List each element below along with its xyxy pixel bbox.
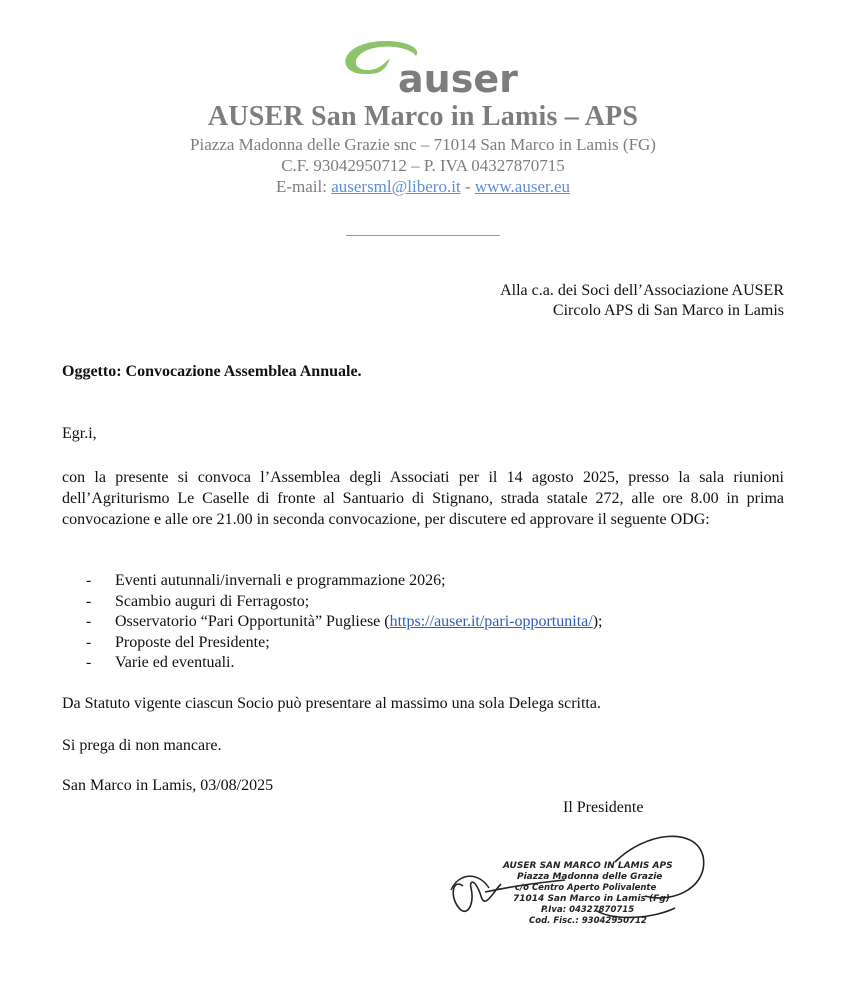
agenda-item: - Varie ed eventuali. [86,653,602,674]
contact-separator: - [464,177,471,196]
recipient-line: Alla c.a. dei Soci dell’Associazione AUSER [500,282,784,299]
stamp-line: 71014 San Marco in Lamis (Fg) [513,894,670,904]
closing-line: Si prega di non mancare. [62,737,222,754]
delegation-notice: Da Statuto vigente ciascun Socio può presentare al massimo una sola Delega scritta. [62,695,601,712]
bullet-dash: - [86,572,92,589]
place-date: San Marco in Lamis, 03/08/2025 [62,777,274,794]
org-contacts [0,176,846,197]
agenda-item: - Eventi autunnali/invernali e programmazione 2026; [86,571,602,592]
org-fiscal-codes: C.F. 93042950712 – P. IVA 04327870715 [281,156,565,175]
pari-opportunita-link[interactable]: https://auser.it/pari-opportunita/ [389,613,593,630]
agenda-item: - Scambio auguri di Ferragosto; [86,592,602,613]
bullet-dash: - [86,592,92,610]
letter-subject: Oggetto: Convocazione Assemblea Annuale. [62,363,362,380]
org-address: Piazza Madonna delle Grazie snc – 71014 San Marco in Lamis (FG) [190,135,656,154]
signature-stamp [445,826,715,936]
bullet-dash: - [86,613,92,630]
email-label: E-mail: [275,177,327,196]
recipient-block [500,281,784,321]
agenda-list [86,571,602,674]
letter-body: con la presente si convoca l’Assemblea degli Associati per il 14 agosto 2025, presso la sala riunioni dell’Agriturismo Le Caselle di fronte al Santuario di Stignano, strada statale 272, alle ore 8.00 in prima convocazione e alle ore 21.00 in seconda convocazione, per discutere ed approvare il seguente ODG: [62,469,784,528]
stamp-line: Cod. Fisc.: 93042950712 [529,916,647,926]
email-link[interactable]: ausersml@libero.it [331,177,461,196]
website-link[interactable]: www.auser.eu [474,177,571,196]
stamp-line: c/o Centro Aperto Polivalente [515,883,657,893]
recipient-line: Circolo APS di San Marco in Lamis [552,302,784,319]
signatory-role: Il Presidente [563,799,644,816]
auser-wordmark: auser [398,57,518,100]
agenda-item: - Osservatorio “Pari Opportunità” Pugliese (https://auser.it/pari-opportunita/); [86,612,602,633]
letterhead [0,34,846,197]
greeting: Egr.i, [62,425,97,442]
org-title: AUSER San Marco in Lamis – APS [207,101,639,132]
header-divider [346,235,500,236]
agenda-item: - Proposte del Presidente; [86,633,602,654]
auser-logo [328,34,518,100]
stamp-line: AUSER SAN MARCO IN LAMIS APS [503,861,673,871]
bullet-dash: - [86,633,92,651]
bullet-dash: - [86,654,92,671]
stamp-line: Piazza Madonna delle Grazie [517,872,663,882]
stamp-line: P.Iva: 04327870715 [541,905,635,915]
